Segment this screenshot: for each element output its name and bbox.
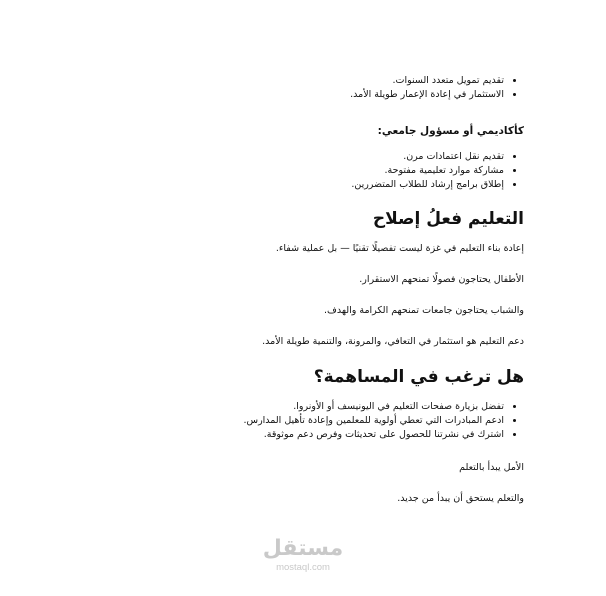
list-item: • تقديم نقل اعتمادات مرن. [76,150,504,164]
list-item: • مشاركة موارد تعليمية مفتوحة. [76,164,504,178]
mostaql-watermark-logo [0,536,606,573]
list-item: • تقديم تمويل متعدد السنوات. [76,74,504,88]
watermark-latin: mostaql.com [276,562,330,573]
paragraph: الأطفال يحتاجون فصولًا تمنحهم الاستقرار. [359,274,524,285]
academic-heading: كأكاديمي أو مسؤول جامعي: [377,125,524,137]
academic-list [76,150,524,192]
closing-line: الأمل يبدأ بالتعلم [459,462,524,473]
list-item: • إطلاق برامج إرشاد للطلاب المتضررين. [76,178,504,192]
closing-line: والتعلم يستحق أن يبدأ من جديد. [397,493,524,504]
document-body [76,70,524,523]
funding-list [76,74,524,102]
watermark-arabic: مستقل [262,536,344,561]
contribute-list [76,400,524,442]
paragraph: دعم التعليم هو استثمار في التعافي، والمرونة، والتنمية طويلة الأمد. [262,336,524,347]
list-item: • تفضل بزيارة صفحات التعليم في اليونيسف أو الأونروا. [76,400,504,414]
list-item: • اشترك في نشرتنا للحصول على تحديثات وفرص دعم موثوقة. [76,428,504,442]
paragraph: إعادة بناء التعليم في غزة ليست تفصيلًا تقنيًا — بل عملية شفاء. [275,243,524,254]
list-item: • الاستثمار في إعادة الإعمار طويلة الأمد. [76,88,504,102]
reform-heading: التعليم فعلُ إصلاح [372,209,524,229]
paragraph: والشباب يحتاجون جامعات تمنحهم الكرامة والهدف. [323,305,524,316]
contribute-heading: هل ترغب في المساهمة؟ [313,367,524,387]
list-item: • ادعم المبادرات التي تعطي أولوية للمعلمين وإعادة تأهيل المدارس. [76,414,504,428]
